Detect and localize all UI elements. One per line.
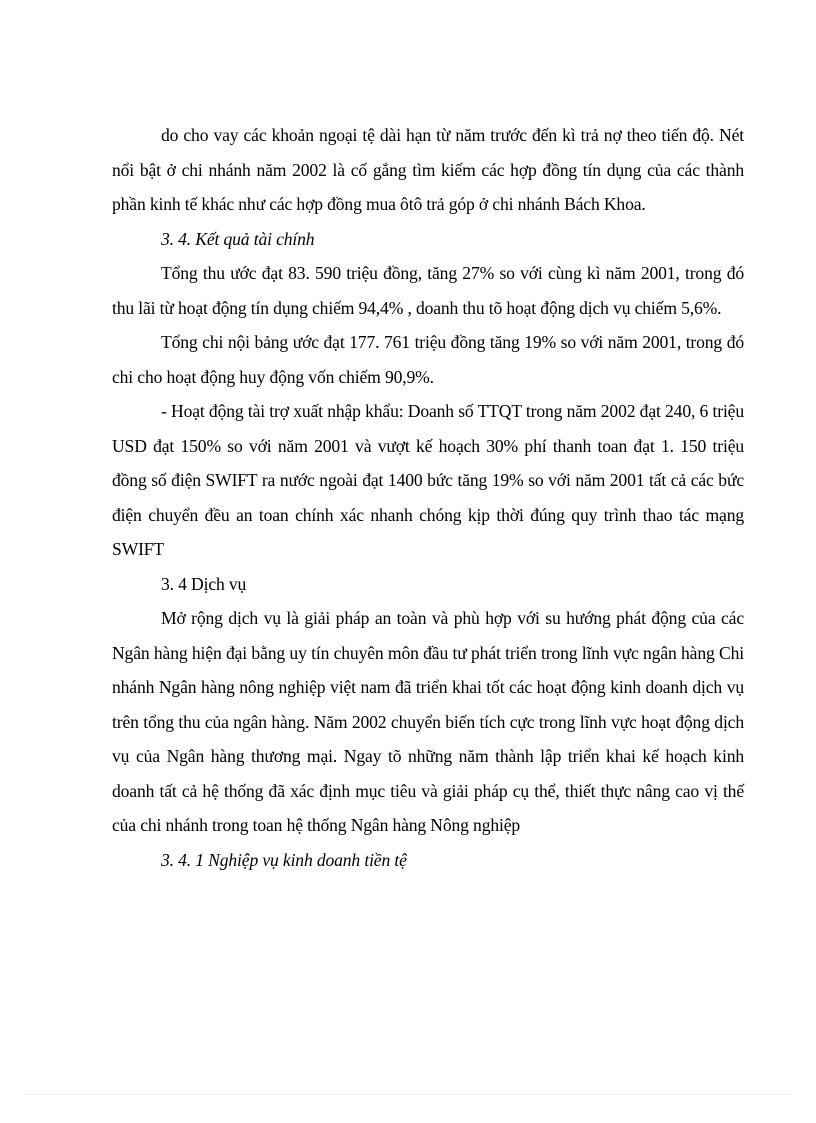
- section-heading-financial-results: 3. 4. Kết quả tài chính: [161, 228, 315, 249]
- paragraph-total-expenses: Tổng chi nội bảng ước đạt 177. 761 triệu đồng tăng 19% so với năm 2001, trong đó chi cho hoạt động huy động vốn chiếm 90,9%.: [112, 332, 744, 387]
- section-heading-services: 3. 4 Dịch vụ: [161, 573, 247, 594]
- paragraph-service-expansion: Mở rộng dịch vụ là giải pháp an toàn và phù hợp với su hướng phát động của các Ngân hàng hiện đại bằng uy tín chuyên môn đầu tư phát triển trong lĩnh vực ngân hàng Chi nhánh Ngân hàng nông nghiệp việt nam đã triển khai tốt các hoạt động kinh doanh dịch vụ trên tổng thu của ngân hàng. Năm 2002 chuyển biến tích cực trong lĩnh vực hoạt động dịch vụ của Ngân hàng thương mại. Ngay tõ những năm thành lập triển khai kế hoạch kinh doanh tất cả hệ thống đã xác định mục tiêu và giải pháp cụ thể, thiết thực nâng cao vị thế của chi nhánh trong toan hệ thống Ngân hàng Nông nghiệp: [112, 608, 744, 835]
- paragraph-loan-continuation: do cho vay các khoản ngoại tệ dài hạn từ năm trước đến kì trả nợ theo tiến độ. Nét nổi bật ở chi nhánh năm 2002 là cố gắng tìm kiếm các hợp đồng tín dụng của các thành phần kinh tế khác như các hợp đồng mua ôtô trả góp ở chi nhánh Bách Khoa.: [112, 125, 744, 214]
- subsection-heading-currency-business: 3. 4. 1 Nghiệp vụ kinh doanh tiền tệ: [161, 849, 407, 870]
- paragraph-import-export-financing: - Hoạt động tài trợ xuất nhập khẩu: Doanh số TTQT trong năm 2002 đạt 240, 6 triệu USD đạt 150% so với năm 2001 và vượt kế hoạch 30% phí thanh toan đạt 1. 150 triệu đồng số điện SWIFT ra nước ngoài đạt 1400 bức tăng 19% so với năm 2001 tất cả các bức điện chuyển đều an toan chính xác nhanh chóng kịp thời đúng quy trình thao tác mạng SWIFT: [112, 401, 744, 559]
- document-body: [112, 118, 744, 877]
- paragraph-total-revenue: Tổng thu ước đạt 83. 590 triệu đồng, tăng 27% so với cùng kì năm 2001, trong đó thu lãi từ hoạt động tín dụng chiếm 94,4% , doanh thu tõ hoạt động dịch vụ chiếm 5,6%.: [112, 263, 744, 318]
- page-bottom-divider: [24, 1094, 792, 1095]
